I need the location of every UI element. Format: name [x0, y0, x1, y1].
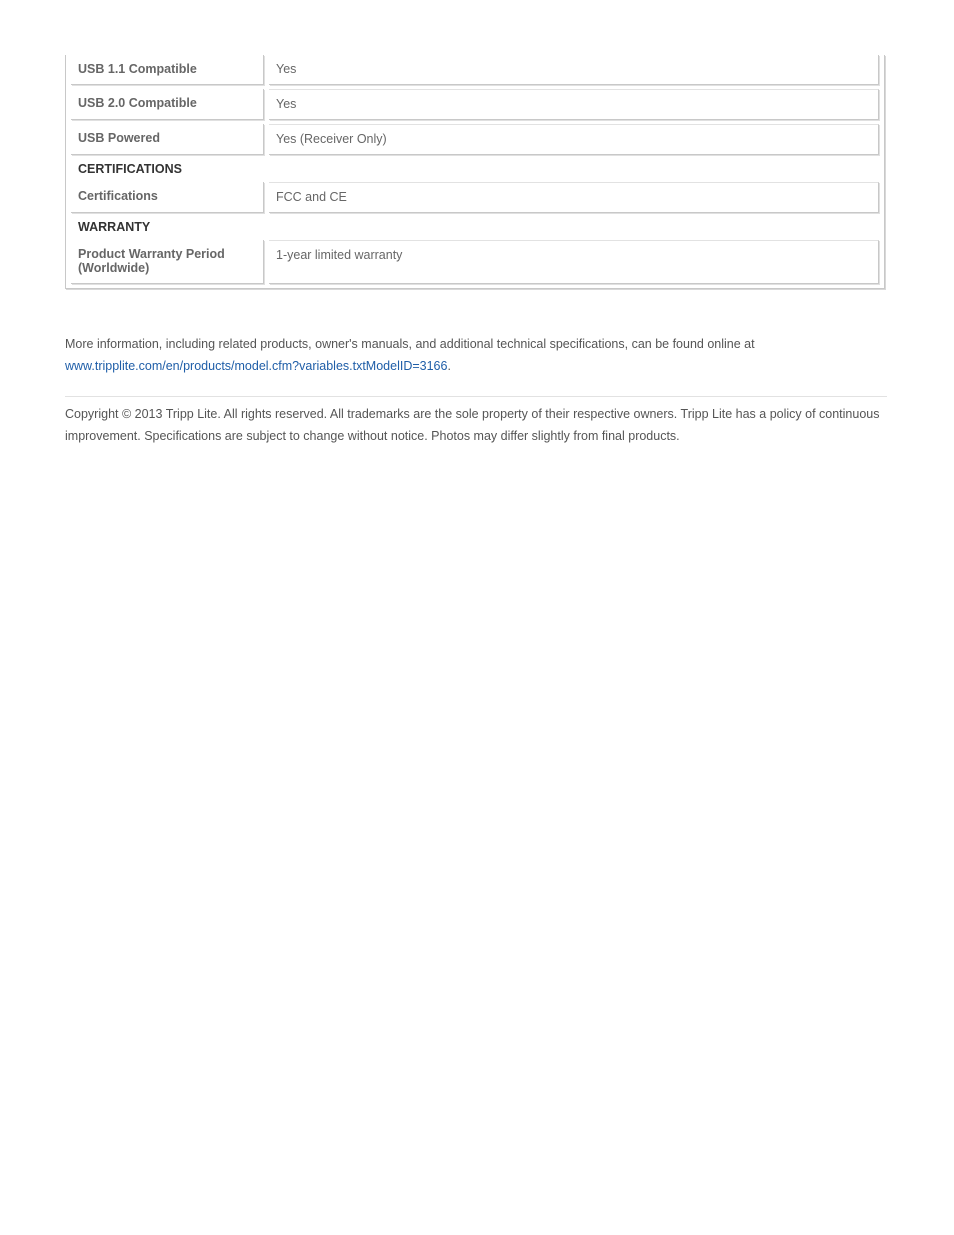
divider [65, 396, 887, 397]
more-info-period: . [447, 359, 451, 373]
spec-label: Product Warranty Period (Worldwide) [71, 240, 264, 284]
spec-row-usb20 [71, 89, 879, 120]
spec-label: USB Powered [71, 124, 264, 155]
spec-table [65, 55, 885, 289]
spec-row-warranty [71, 240, 879, 284]
more-info-text: More information, including related products, owner's manuals, and additional technical specifications, can be found online at [65, 337, 755, 351]
spec-value: Yes (Receiver Only) [269, 124, 879, 155]
section-heading-warranty: WARRANTY [78, 220, 151, 234]
spec-label: USB 1.1 Compatible [71, 55, 264, 85]
spec-value: Yes [269, 89, 879, 120]
spec-row-usb11 [71, 55, 879, 85]
product-page-link[interactable]: www.tripplite.com/en/products/model.cfm?variables.txtModelID=3166 [65, 359, 448, 373]
spec-row-usb-powered [71, 124, 879, 155]
spec-label: Certifications [71, 182, 264, 213]
section-heading-certifications: CERTIFICATIONS [78, 162, 182, 176]
spec-row-certifications [71, 182, 879, 213]
more-info-paragraph [65, 333, 887, 377]
copyright-notice: Copyright © 2013 Tripp Lite. All rights reserved. All trademarks are the sole property of their respective owners. Tripp Lite has a policy of continuous improvement. Specifications are subject to change without notice. Photos may differ slightly from final products. [65, 407, 880, 443]
spec-value: FCC and CE [269, 182, 879, 213]
spec-label: USB 2.0 Compatible [71, 89, 264, 120]
spec-value: Yes [269, 55, 879, 85]
spec-value: 1-year limited warranty [269, 240, 879, 284]
